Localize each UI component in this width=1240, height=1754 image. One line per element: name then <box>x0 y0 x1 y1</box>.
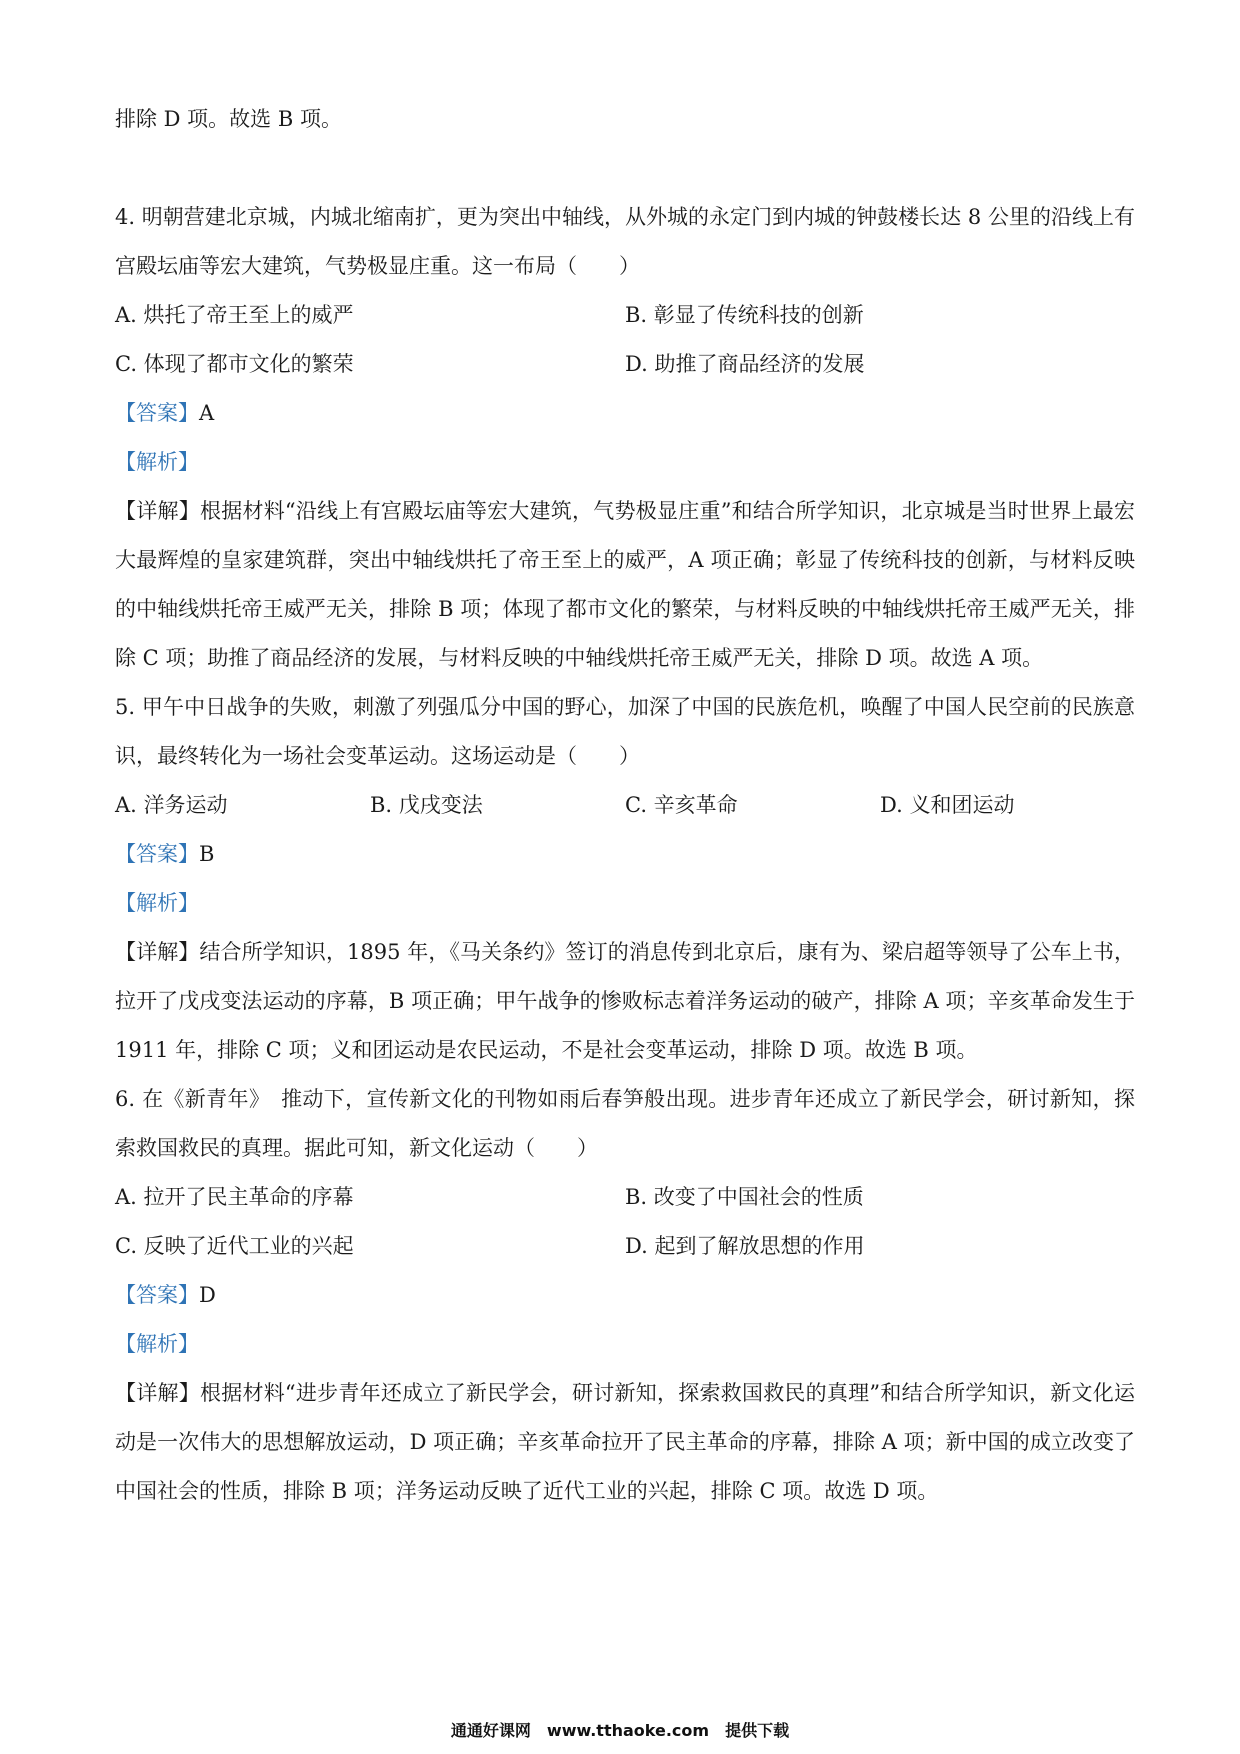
detail-tag: 【详解】 <box>115 1381 200 1405</box>
options-row <box>115 781 1135 830</box>
option-c: C. 体现了都市文化的繁荣 <box>115 352 354 376</box>
question-5 <box>115 683 1135 1075</box>
analysis-line <box>115 1320 1135 1369</box>
options-row <box>115 340 1135 389</box>
option-d: D. 起到了解放思想的作用 <box>625 1234 865 1258</box>
option-b: B. 戊戌变法 <box>370 793 483 817</box>
detail-text: 根据材料“进步青年还成立了新民学会，研讨新知，探索救国救民的真理”和结合所学知识，新文化运动是一次伟大的思想解放运动，D 项正确；辛亥革命拉开了民主革命的序幕，排除 A 项；新中国的成立改变了中国社会的性质，排除 B 项；洋务运动反映了近代工业的兴起，排除 C 项。故选 D 项。 <box>115 1381 1136 1503</box>
answer-value: B <box>199 842 215 866</box>
options-row <box>115 291 1135 340</box>
analysis-tag: 【解析】 <box>115 450 199 474</box>
answer-value: A <box>199 401 215 425</box>
detail-tag: 【详解】 <box>115 940 200 964</box>
option-b: B. 改变了中国社会的性质 <box>625 1185 864 1209</box>
detail-text: 根据材料“沿线上有宫殿坛庙等宏大建筑，气势极显庄重”和结合所学知识，北京城是当时世界上最宏大最辉煌的皇家建筑群，突出中轴线烘托了帝王至上的威严，A 项正确；彰显了传统科技的创新，与材料反映的中轴线烘托帝王威严无关，排除 B 项；体现了都市文化的繁荣，与材料反映的中轴线烘托帝王威严无关，排除 C 项；助推了商品经济的发展，与材料反映的中轴线烘托帝王威严无关，排除 D 项。故选 A 项。 <box>115 499 1136 670</box>
option-c: C. 辛亥革命 <box>625 793 738 817</box>
answer-tag: 【答案】 <box>115 1283 199 1307</box>
spacer <box>115 144 1135 193</box>
answer-line <box>115 830 1135 879</box>
analysis-line <box>115 879 1135 928</box>
intro-line: 排除 D 项。故选 B 项。 <box>115 107 342 131</box>
detail-text: 结合所学知识，1895 年，《马关条约》签订的消息传到北京后，康有为、梁启超等领导了公车上书，拉开了戊戌变法运动的序幕，B 项正确；甲午战争的惨败标志着洋务运动的破产，排除 A 项；辛亥革命发生于 1911 年，排除 C 项；义和团运动是农民运动，不是社会变革运动，排除 D 项。故选 B 项。 <box>115 940 1135 1062</box>
option-a: A. 洋务运动 <box>115 793 228 817</box>
analysis-line <box>115 438 1135 487</box>
analysis-tag: 【解析】 <box>115 891 199 915</box>
answer-value: D <box>199 1283 216 1307</box>
answer-line <box>115 389 1135 438</box>
option-d: D. 义和团运动 <box>880 793 1015 817</box>
options-row <box>115 1173 1135 1222</box>
option-a: A. 拉开了民主革命的序幕 <box>115 1185 354 1209</box>
answer-tag: 【答案】 <box>115 842 199 866</box>
question-stem: 6. 在《新青年》 推动下，宣传新文化的刊物如雨后春笋般出现。进步青年还成立了新民学会，研讨新知，探索救国救民的真理。据此可知，新文化运动（ ） <box>115 1087 1135 1160</box>
option-a: A. 烘托了帝王至上的威严 <box>115 303 354 327</box>
footer-watermark: 通通好课网 www.tthaoke.com 提供下载 <box>450 1721 790 1740</box>
answer-line <box>115 1271 1135 1320</box>
detail-paragraph <box>115 487 1135 683</box>
detail-paragraph <box>115 928 1135 1075</box>
question-stem: 5. 甲午中日战争的失败，刺激了列强瓜分中国的野心，加深了中国的民族危机，唤醒了中国人民空前的民族意识，最终转化为一场社会变革运动。这场运动是（ ） <box>115 695 1135 768</box>
question-4 <box>115 193 1135 683</box>
answer-tag: 【答案】 <box>115 401 199 425</box>
analysis-tag: 【解析】 <box>115 1332 199 1356</box>
option-d: D. 助推了商品经济的发展 <box>625 352 865 376</box>
option-b: B. 彰显了传统科技的创新 <box>625 303 864 327</box>
option-c: C. 反映了近代工业的兴起 <box>115 1234 354 1258</box>
question-stem: 4. 明朝营建北京城，内城北缩南扩，更为突出中轴线，从外城的永定门到内城的钟鼓楼长达 8 公里的沿线上有宫殿坛庙等宏大建筑，气势极显庄重。这一布局（ ） <box>115 205 1135 278</box>
detail-paragraph <box>115 1369 1135 1516</box>
options-row <box>115 1222 1135 1271</box>
detail-tag: 【详解】 <box>115 499 200 523</box>
document-page <box>115 95 1135 1516</box>
question-6 <box>115 1075 1135 1516</box>
